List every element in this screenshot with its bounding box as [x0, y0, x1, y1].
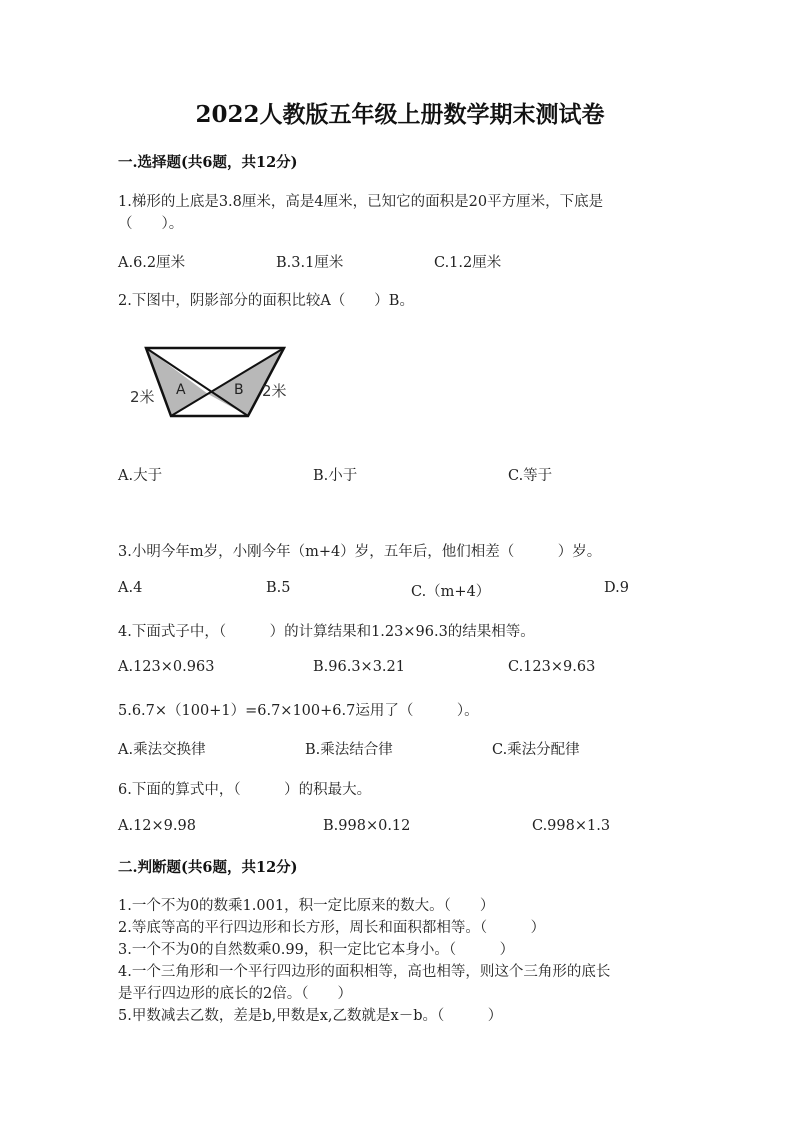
page-title: 2022人教版五年级上册数学期末测试卷 [195, 101, 605, 128]
judge-item-4-cont: 是平行四边形的底长的2倍。（ ） [118, 986, 352, 1002]
q6-option-c[interactable]: C.998×1.3 [532, 818, 611, 834]
q2-option-a[interactable]: A.大于 [118, 468, 163, 484]
section-heading-choice: 一.选择题(共6题，共12分) [118, 154, 298, 171]
figure-label-b: B [234, 382, 244, 398]
trapezoid-figure [120, 336, 310, 426]
q2-option-c[interactable]: C.等于 [508, 468, 553, 484]
question-1-blank: （ ）。 [118, 216, 184, 232]
judge-item-2: 2.等底等高的平行四边形和长方形，周长和面积都相等。（ ） [118, 920, 546, 936]
q5-option-a[interactable]: A.乘法交换律 [118, 742, 206, 758]
question-5-text: 5.6.7×（100+1）=6.7×100+6.7运用了（ ）。 [118, 703, 479, 719]
section-heading-judge: 二.判断题(共6题，共12分) [118, 859, 298, 876]
judge-item-1: 1.一个不为0的数乘1.001，积一定比原来的数大。（ ） [118, 898, 495, 914]
question-2-text: 2.下图中，阴影部分的面积比较A（ ）B。 [118, 293, 414, 309]
question-1-text: 1.梯形的上底是3.8厘米，高是4厘米，已知它的面积是20平方厘米，下底是 [118, 194, 604, 210]
question-6-text: 6.下面的算式中，（ ）的积最大。 [118, 782, 372, 798]
q3-option-b[interactable]: B.5 [266, 580, 291, 596]
q1-option-b[interactable]: B.3.1厘米 [276, 255, 344, 271]
q6-option-b[interactable]: B.998×0.12 [323, 818, 411, 834]
q3-option-a[interactable]: A.4 [118, 580, 143, 596]
figure-label-left: 2米 [130, 388, 155, 406]
q4-option-c[interactable]: C.123×9.63 [508, 659, 596, 675]
q4-option-a[interactable]: A.123×0.963 [118, 659, 215, 675]
q6-option-a[interactable]: A.12×9.98 [118, 818, 196, 834]
q1-option-c[interactable]: C.1.2厘米 [434, 255, 502, 271]
figure-label-right: 2米 [262, 382, 287, 400]
judge-item-3: 3.一个不为0的自然数乘0.99，积一定比它本身小。（ ） [118, 942, 515, 958]
q5-option-c[interactable]: C.乘法分配律 [492, 742, 580, 758]
q1-option-a[interactable]: A.6.2厘米 [118, 255, 186, 271]
question-4-text: 4.下面式子中，（ ）的计算结果和1.23×96.3的结果相等。 [118, 624, 535, 640]
q3-option-c[interactable]: C.（m+4） [411, 584, 491, 600]
judge-item-5: 5.甲数减去乙数，差是b,甲数是x,乙数就是x－b。（ ） [118, 1008, 503, 1024]
q5-option-b[interactable]: B.乘法结合律 [305, 742, 393, 758]
figure-label-a: A [176, 382, 186, 398]
judge-item-4: 4.一个三角形和一个平行四边形的面积相等，高也相等，则这个三角形的底长 [118, 964, 611, 980]
question-3-text: 3.小明今年m岁，小刚今年（m+4）岁，五年后，他们相差（ ）岁。 [118, 544, 602, 560]
q4-option-b[interactable]: B.96.3×3.21 [313, 659, 405, 675]
q3-option-d[interactable]: D.9 [604, 580, 629, 596]
q2-option-b[interactable]: B.小于 [313, 468, 358, 484]
